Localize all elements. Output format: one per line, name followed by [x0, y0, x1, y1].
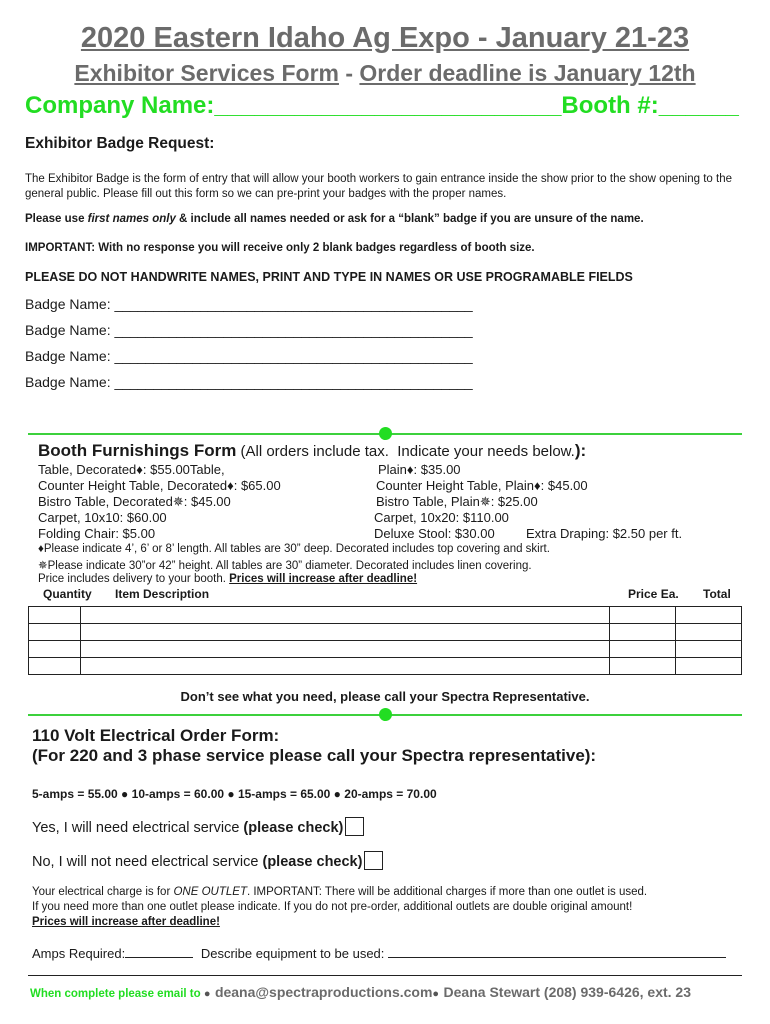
names-instruction-c: & include all names needed or ask for a “blank” badge if you are unsure of the name. [175, 213, 644, 225]
furnishings-note-delivery [38, 573, 417, 585]
subtitle-separator: - [338, 60, 360, 86]
item-cell[interactable] [80, 641, 609, 658]
electrical-no-option [32, 851, 383, 870]
charge-a: Your electrical charge is for [32, 886, 174, 898]
badge-name-field-4[interactable]: Badge Name: ______________________________________________ [25, 374, 473, 390]
charge-one-outlet: ONE OUTLET [173, 886, 247, 898]
names-instruction-a: Please use [25, 213, 88, 225]
electrical-yes-option [32, 817, 364, 836]
badge-important-note: IMPORTANT: With no response you will receive only 2 blank badges regardless of booth size. [25, 242, 535, 254]
badge-intro-text: The Exhibitor Badge is the form of entry that will allow your booth workers to gain entrance inside the show prior to the show opening to the general public. Please fill out this form so we can pre-print your badges with the proper names. [25, 173, 732, 200]
quantity-cell[interactable] [29, 607, 81, 624]
col-price-each: Price Ea. [628, 587, 679, 601]
item-table-decorated: Table, Decorated♦: $55.00Table, [38, 462, 225, 477]
no-please-check: (please check) [262, 854, 363, 870]
charge-c: . IMPORTANT: There will be additional charges if more than one outlet is used. [246, 886, 648, 898]
table-row [29, 658, 742, 675]
divider-dot-1 [379, 427, 392, 440]
electrical-outlet-note: If you need more than one outlet please indicate. If you do not pre-order, additional outlets are double original amount! [32, 901, 633, 913]
quantity-cell[interactable] [29, 641, 81, 658]
table-row [29, 624, 742, 641]
item-carpet-10x10: Carpet, 10x10: $60.00 [38, 510, 167, 525]
price-cell[interactable] [610, 607, 676, 624]
divider-dot-2 [379, 708, 392, 721]
furnishings-note-tables: ♦Please indicate 4’, 6’ or 8’ length. All tables are 30” deep. Decorated includes top covering and skirt. [38, 543, 550, 555]
subtitle-deadline: Order deadline is January 12th [359, 60, 696, 86]
yes-label: Yes, I will need electrical service [32, 820, 244, 836]
total-cell[interactable] [676, 607, 742, 624]
describe-equipment-label: Describe equipment to be used: [200, 946, 385, 961]
amps-required-field[interactable] [125, 945, 193, 958]
subtitle-form-name: Exhibitor Services Form [74, 60, 339, 86]
furnishings-heading [38, 441, 586, 461]
badge-section-heading: Exhibitor Badge Request: [25, 135, 215, 152]
footer-phone: Deana Stewart (208) 939-6426, ext. 23 [443, 984, 692, 1000]
yes-please-check: (please check) [243, 820, 344, 836]
badge-name-field-3[interactable]: Badge Name: ______________________________________________ [25, 348, 473, 364]
electrical-price-warning: Prices will increase after deadline! [32, 916, 220, 928]
names-instruction-b: first names only [87, 213, 176, 225]
price-cell[interactable] [610, 624, 676, 641]
item-cell[interactable] [80, 624, 609, 641]
no-label: No, I will not need electrical service [32, 854, 263, 870]
item-cell[interactable] [80, 607, 609, 624]
item-counter-table-plain: Counter Height Table, Plain♦: $45.00 [376, 478, 588, 493]
table-row [29, 607, 742, 624]
col-quantity: Quantity [43, 587, 92, 601]
item-bistro-table-decorated: Bistro Table, Decorated✵: $45.00 [38, 494, 231, 509]
total-cell[interactable] [676, 658, 742, 675]
item-extra-draping: Extra Draping: $2.50 per ft. [526, 526, 683, 541]
electrical-charge-note [32, 886, 647, 898]
furnishings-note: (All orders include tax. Indicate your needs below. [236, 443, 575, 460]
furnishings-note-bistro: ✵Please indicate 30”or 42” height. All tables are 30” diameter. Decorated includes linen covering. [38, 560, 532, 572]
order-table [28, 606, 742, 675]
badge-name-field-2[interactable]: Badge Name: ______________________________________________ [25, 322, 473, 338]
describe-equipment-field[interactable] [388, 945, 726, 958]
bullet-icon: ● [203, 988, 211, 1000]
footer-rule [28, 975, 742, 976]
item-deluxe-stool: Deluxe Stool: $30.00 [374, 526, 495, 541]
item-cell[interactable] [80, 658, 609, 675]
item-folding-chair: Folding Chair: $5.00 [38, 526, 156, 541]
item-carpet-10x20: Carpet, 10x20: $110.00 [374, 510, 509, 525]
price-increase-warning: Prices will increase after deadline! [229, 573, 418, 585]
col-item-description: Item Description [115, 587, 210, 601]
no-checkbox[interactable] [364, 851, 383, 870]
footer-prefix: When complete please email to [30, 988, 204, 1000]
item-counter-table-decorated: Counter Height Table, Decorated♦: $65.00 [38, 478, 281, 493]
badge-name-field-1[interactable]: Badge Name: ______________________________________________ [25, 296, 473, 312]
amps-required-row [32, 945, 726, 961]
footer-contact [30, 984, 691, 1002]
quantity-cell[interactable] [29, 658, 81, 675]
col-total: Total [703, 587, 731, 601]
delivery-note: Price includes delivery to your booth. [38, 573, 230, 585]
electrical-pricing: 5-amps = 55.00 ● 10-amps = 60.00 ● 15-amps = 65.00 ● 20-amps = 70.00 [32, 787, 437, 801]
form-title: 2020 Eastern Idaho Ag Expo - January 21-23 [80, 22, 690, 54]
electrical-subheading: (For 220 and 3 phase service please call your Spectra representative): [32, 746, 597, 765]
total-cell[interactable] [676, 624, 742, 641]
price-cell[interactable] [610, 641, 676, 658]
spectra-contact-note: Don’t see what you need, please call your Spectra Representative. [180, 689, 590, 704]
company-booth-field[interactable]: Company Name:__________________________Booth #:______ [25, 92, 739, 119]
yes-checkbox[interactable] [345, 817, 364, 836]
furnishings-title: Booth Furnishings Form [38, 441, 237, 460]
total-cell[interactable] [676, 641, 742, 658]
price-cell[interactable] [610, 658, 676, 675]
item-bistro-table-plain: Bistro Table, Plain✵: $25.00 [376, 494, 538, 509]
form-subtitle [0, 60, 770, 87]
electrical-heading: 110 Volt Electrical Order Form: [32, 726, 280, 745]
quantity-cell[interactable] [29, 624, 81, 641]
handwrite-warning: PLEASE DO NOT HANDWRITE NAMES, PRINT AND TYPE IN NAMES OR USE PROGRAMABLE FIELDS [25, 270, 633, 284]
item-table-plain: Plain♦: $35.00 [378, 462, 461, 477]
footer-email-link[interactable]: deana@spectraproductions.com [214, 984, 433, 1000]
table-row [29, 641, 742, 658]
bullet-icon: ● [432, 988, 440, 1000]
furnishings-heading-end: ): [574, 441, 587, 460]
amps-required-label: Amps Required: [32, 946, 126, 961]
badge-names-instruction [25, 212, 745, 227]
